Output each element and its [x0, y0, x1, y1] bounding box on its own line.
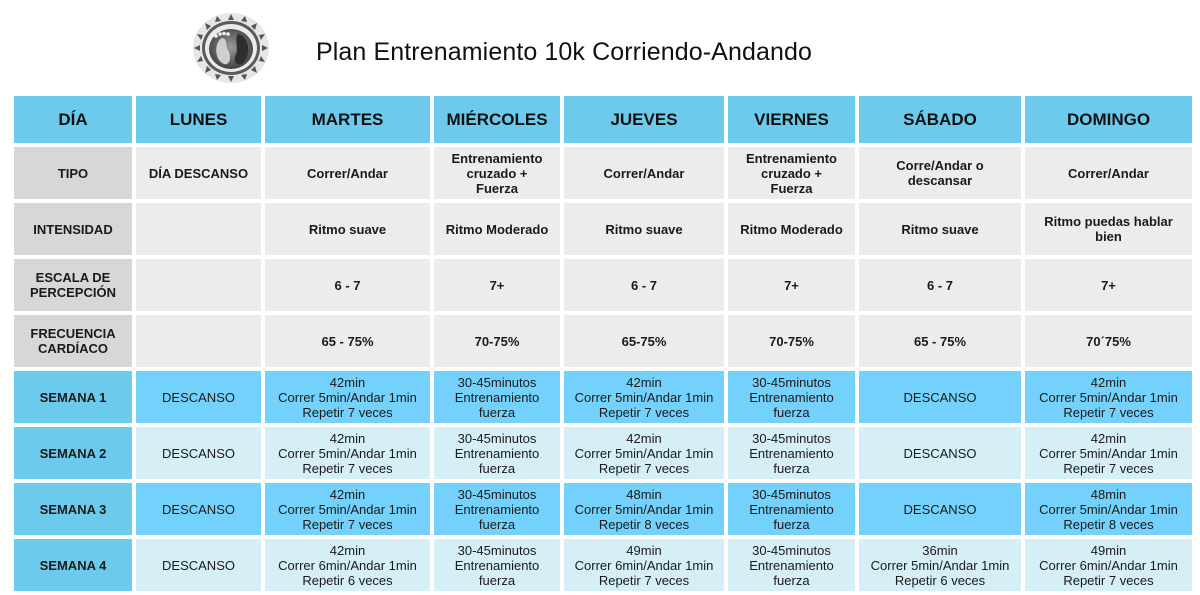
cell-text: Ritmo suave [605, 221, 683, 237]
cell-text: 42min [329, 486, 366, 502]
cell-text: Entrenamiento [745, 150, 837, 166]
table-cell [564, 427, 724, 479]
column-header-viernes: VIERNES [728, 96, 855, 143]
cell-text: 7+ [784, 277, 799, 293]
cell-text: 48min [626, 486, 662, 502]
cell-text: Entrenamiento [454, 557, 540, 573]
table-cell [434, 315, 560, 367]
row-label-text: TIPO [57, 165, 89, 181]
table-cell [728, 203, 855, 255]
cell-text: Correr 6min/Andar 1min [278, 557, 417, 573]
table-cell [859, 315, 1021, 367]
row-label [14, 427, 132, 479]
table-cell [564, 371, 724, 423]
cell-text: Entrenamiento [454, 501, 540, 517]
cell-text: Correr 5min/Andar 1min [1039, 445, 1178, 461]
column-header-jueves: JUEVES [564, 96, 724, 143]
cell-text: Correr/Andar [1068, 165, 1149, 181]
table-cell [564, 147, 724, 199]
table-cell [728, 371, 855, 423]
cell-text: 30-45minutos [457, 374, 537, 390]
row-label [14, 483, 132, 535]
column-header-dia: DÍA [14, 96, 132, 143]
cell-text: Correr 5min/Andar 1min [870, 557, 1010, 573]
cell-text: Repetir 7 veces [302, 404, 393, 420]
table-cell [859, 371, 1021, 423]
cell-text: DESCANSO [162, 557, 235, 573]
table-cell [265, 259, 430, 311]
column-header-martes: MARTES [265, 96, 430, 143]
cell-text: Entrenamiento [749, 557, 834, 573]
cell-text: 42min [329, 542, 366, 558]
cell-text: 30-45minutos [752, 542, 831, 558]
cell-text: 42min [329, 430, 366, 446]
cell-text: 36min [922, 542, 958, 558]
table-cell [1025, 203, 1192, 255]
cell-text: Fuerza [476, 180, 518, 196]
table-cell [728, 259, 855, 311]
table-cell [136, 371, 261, 423]
cell-text: DESCANSO [903, 389, 977, 405]
cell-text: Correr/Andar [603, 165, 685, 181]
table-cell [564, 483, 724, 535]
table-cell [265, 483, 430, 535]
page-header [0, 0, 1200, 90]
row-label [14, 147, 132, 199]
cell-text: 48min [1090, 486, 1127, 502]
table-cell [434, 371, 560, 423]
row-label [14, 371, 132, 423]
table-cell [136, 315, 261, 367]
cell-text: 42min [626, 374, 662, 390]
cell-text: fuerza [773, 516, 810, 532]
cell-text: fuerza [478, 404, 516, 420]
row-label-text: PERCEPCIÓN [30, 285, 116, 300]
column-header-miercoles: MIÉRCOLES [434, 96, 560, 143]
cell-text: Ritmo puedas hablar [1044, 214, 1173, 229]
cell-text: Repetir 8 veces [1063, 516, 1154, 532]
cell-text: 70-75% [474, 333, 520, 349]
row-label-text: SEMANA 2 [39, 445, 107, 461]
row-label-text: CARDÍACO [37, 341, 109, 356]
table-cell [136, 259, 261, 311]
cell-text: fuerza [478, 516, 516, 532]
column-header-domingo: DOMINGO [1025, 96, 1192, 143]
cell-text: Repetir 7 veces [302, 460, 393, 476]
table-cell [265, 371, 430, 423]
table-cell [1025, 147, 1192, 199]
table-cell [564, 203, 724, 255]
table-cell [265, 539, 430, 591]
row-label [14, 315, 132, 367]
cell-text: Ritmo suave [901, 221, 979, 237]
cell-text: Correr 5min/Andar 1min [278, 445, 417, 461]
table-cell [265, 427, 430, 479]
cell-text: Fuerza [770, 180, 813, 196]
cell-text: DESCANSO [162, 389, 235, 405]
row-label [14, 203, 132, 255]
table-cell [434, 203, 560, 255]
cell-text: 70´75% [1086, 333, 1131, 349]
cell-text: Repetir 7 veces [598, 572, 690, 588]
table-row-frecuencia-cardiaco [14, 315, 1192, 367]
cell-text: Correr 5min/Andar 1min [1039, 501, 1178, 517]
cell-text: Correr 6min/Andar 1min [574, 557, 714, 573]
cell-text: Ritmo Moderado [740, 221, 843, 237]
cell-text: 30-45minutos [457, 542, 537, 558]
cell-text: 6 - 7 [926, 277, 953, 293]
cell-text: fuerza [478, 460, 516, 476]
row-label-text: SEMANA 3 [39, 501, 107, 517]
cell-text: Entrenamiento [451, 150, 543, 166]
cell-text: cruzado + [466, 165, 528, 181]
cell-text: 70-75% [769, 333, 814, 349]
page-title: Plan Entrenamiento 10k Corriendo-Andando [316, 38, 812, 66]
table-cell [1025, 483, 1192, 535]
cell-text: DÍA DESCANSO [148, 165, 249, 181]
cell-text: Correr 5min/Andar 1min [278, 501, 417, 517]
table-cell [1025, 315, 1192, 367]
cell-text: Correr 5min/Andar 1min [1039, 389, 1178, 405]
cell-text: 30-45minutos [457, 486, 537, 502]
table-row-escala-percepcion [14, 259, 1192, 311]
table-cell [1025, 259, 1192, 311]
table-cell [1025, 539, 1192, 591]
cell-text: Repetir 7 veces [1063, 404, 1154, 420]
table-cell [564, 259, 724, 311]
table-cell [434, 427, 560, 479]
cell-text: fuerza [773, 404, 810, 420]
table-cell [1025, 427, 1192, 479]
cell-text: Entrenamiento [454, 389, 540, 405]
cell-text: Repetir 7 veces [598, 404, 690, 420]
table-cell [265, 147, 430, 199]
table-cell [728, 427, 855, 479]
table-cell [136, 483, 261, 535]
cell-text: Ritmo suave [308, 221, 387, 237]
cell-text: Repetir 6 veces [894, 572, 986, 588]
cell-text: 30-45minutos [752, 430, 831, 446]
table-row-tipo [14, 147, 1192, 199]
cell-text: DESCANSO [903, 445, 977, 461]
cell-text: Correr/Andar [307, 165, 388, 181]
cell-text: 7+ [1101, 277, 1116, 293]
cell-text: 65 - 75% [913, 333, 967, 349]
cell-text: fuerza [478, 572, 516, 588]
table-cell [859, 539, 1021, 591]
table-cell [136, 539, 261, 591]
table-cell [728, 147, 855, 199]
table-cell [434, 259, 560, 311]
table-cell [728, 539, 855, 591]
cell-text: Entrenamiento [749, 501, 834, 517]
table-header-row [14, 96, 1192, 143]
table-cell [564, 539, 724, 591]
cell-text: DESCANSO [162, 501, 235, 517]
cell-text: Repetir 7 veces [1063, 460, 1154, 476]
cell-text: 42min [1090, 374, 1127, 390]
table-cell [859, 203, 1021, 255]
table-cell [434, 483, 560, 535]
cell-text: 49min [1090, 542, 1127, 558]
cell-text: Correr 5min/Andar 1min [574, 445, 714, 461]
cell-text: 7+ [489, 277, 505, 293]
cell-text: descansar [907, 173, 973, 188]
cell-text: 42min [329, 374, 366, 390]
table-cell [136, 203, 261, 255]
cell-text: fuerza [773, 572, 810, 588]
cell-text: 30-45minutos [752, 374, 831, 390]
cell-text: Repetir 8 veces [598, 516, 690, 532]
cell-text: Correr 5min/Andar 1min [278, 389, 417, 405]
table-cell [1025, 371, 1192, 423]
table-cell [136, 427, 261, 479]
table-row-semana-4 [14, 539, 1192, 591]
row-label [14, 259, 132, 311]
table-cell [728, 483, 855, 535]
cell-text: Correr 5min/Andar 1min [574, 501, 714, 517]
cell-text: Entrenamiento [749, 445, 834, 461]
cell-text: Repetir 7 veces [302, 516, 393, 532]
table-row-semana-2 [14, 427, 1192, 479]
cell-text: Repetir 7 veces [1063, 572, 1154, 588]
row-label-text: SEMANA 4 [39, 557, 107, 573]
column-header-lunes: LUNES [136, 96, 261, 143]
cell-text: Corre/Andar o [896, 158, 984, 173]
table-row-semana-3 [14, 483, 1192, 535]
cell-text: Entrenamiento [749, 389, 834, 405]
cell-text: Repetir 7 veces [598, 460, 690, 476]
table-cell [728, 315, 855, 367]
cell-text: DESCANSO [903, 501, 977, 517]
table-cell [136, 147, 261, 199]
table-cell [434, 147, 560, 199]
cell-text: DESCANSO [162, 445, 235, 461]
row-label-text: FRECUENCIA [30, 326, 116, 341]
cell-text: Ritmo Moderado [445, 221, 549, 237]
cell-text: bien [1095, 229, 1122, 244]
cell-text: Repetir 6 veces [302, 572, 393, 588]
training-plan-table [10, 92, 1196, 595]
cell-text: 42min [1090, 430, 1127, 446]
cell-text: 30-45minutos [752, 486, 831, 502]
table-cell [859, 259, 1021, 311]
table-cell [859, 147, 1021, 199]
cell-text: 6 - 7 [334, 277, 361, 293]
footprints-sun-logo-icon [192, 12, 270, 84]
cell-text: Entrenamiento [454, 445, 540, 461]
table-cell [265, 203, 430, 255]
row-label-text: SEMANA 1 [39, 389, 107, 405]
table-cell [434, 539, 560, 591]
cell-text: 42min [626, 430, 662, 446]
cell-text: fuerza [773, 460, 810, 476]
cell-text: 30-45minutos [457, 430, 537, 446]
table-cell [859, 483, 1021, 535]
row-label [14, 539, 132, 591]
cell-text: 6 - 7 [630, 277, 657, 293]
row-label-text: ESCALA DE [35, 270, 111, 285]
cell-text: 49min [626, 542, 662, 558]
cell-text: cruzado + [760, 165, 823, 181]
table-cell [859, 427, 1021, 479]
table-row-semana-1 [14, 371, 1192, 423]
column-header-sabado: SÁBADO [859, 96, 1021, 143]
cell-text: 65 - 75% [321, 333, 374, 349]
table-cell [265, 315, 430, 367]
cell-text: Correr 6min/Andar 1min [1039, 557, 1178, 573]
table-cell [564, 315, 724, 367]
cell-text: Correr 5min/Andar 1min [574, 389, 714, 405]
table-row-intensidad [14, 203, 1192, 255]
row-label-text: INTENSIDAD [33, 221, 113, 237]
cell-text: 65-75% [621, 333, 667, 349]
